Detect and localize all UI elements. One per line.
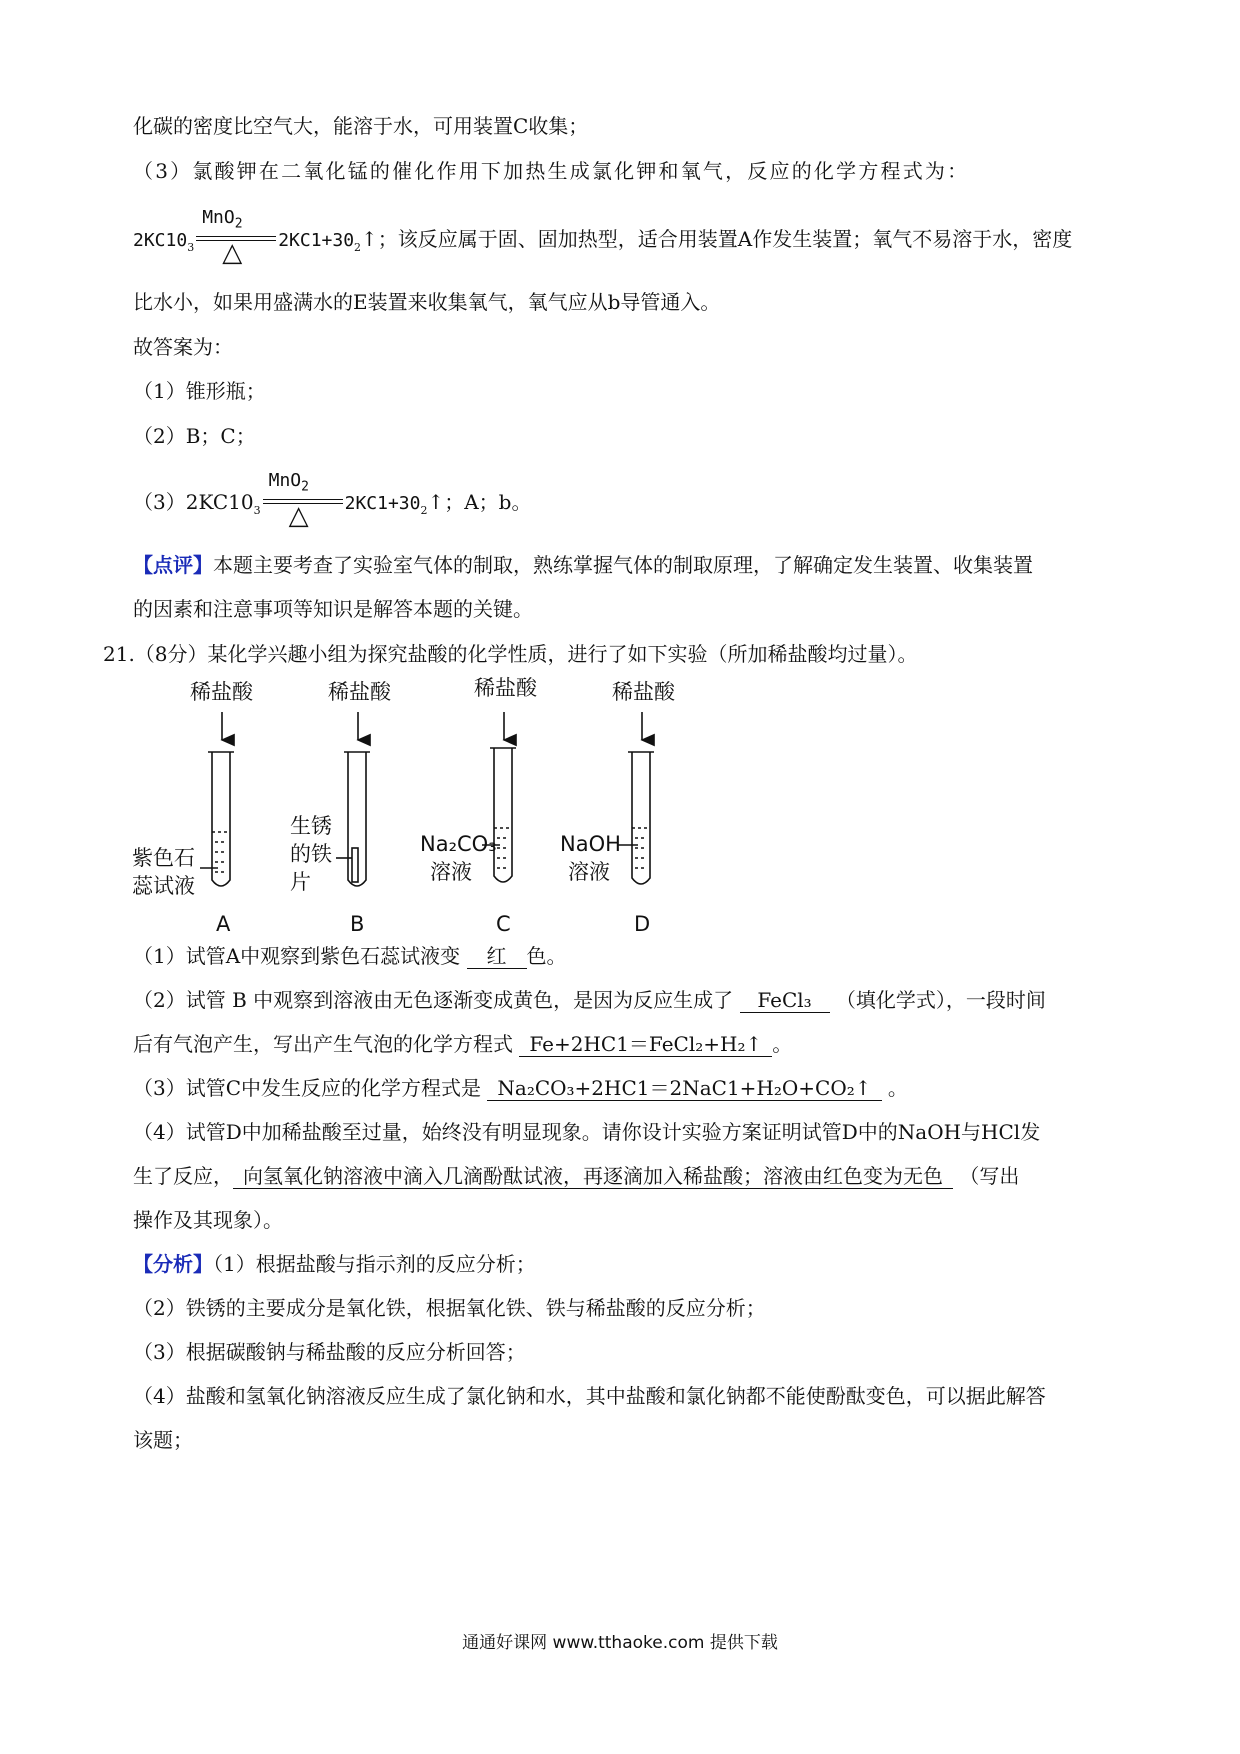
answer-1: （1）锥形瓶； <box>133 379 266 403</box>
tube-letter-b: B <box>350 912 365 936</box>
comment-line: 【点评】本题主要考查了实验室气体的制取，熟练掌握气体的制取原理，了解确定发生装置、收集装置 <box>133 553 1033 577</box>
analysis-line: （2）铁锈的主要成分是氧化铁，根据氧化铁、铁与稀盐酸的反应分析； <box>133 1296 766 1320</box>
answer-3: $(3)2KC10_3$ MnO$_2$ △ $2KC1+30_2↑$；A；b。 <box>133 469 532 531</box>
question-3: （3）试管C中发生反应的化学方程式是 Na₂CO₃+2HC1＝2NaC1+H₂O+CO₂↑ 。 <box>133 1076 908 1100</box>
reaction-condition: MnO$_2$ △ <box>196 226 276 256</box>
analysis-tag: 【分析】 <box>133 1252 213 1276</box>
tube-c-label: Na₂CO₃ <box>420 832 497 856</box>
text-line: （3）氯酸钾在二氧化锰的催化作用下加热生成氯化钾和氧气，反应的化学方程式为： <box>133 159 970 183</box>
answer-blank: 向氢氧化钠溶液中滴入几滴酚酞试液，再逐滴加入稀盐酸；溶液由红色变为无色 <box>233 1164 953 1189</box>
question-1: （1）试管A中观察到紫色石蕊试液变 红 色。 <box>133 944 567 968</box>
question-4-cont: 生了反应， 向氢氧化钠溶液中滴入几滴酚酞试液，再逐滴加入稀盐酸；溶液由红色变为无色 （写出 <box>133 1164 1020 1188</box>
answer-blank: FeCl₃ <box>740 988 830 1013</box>
text-line: 比水小，如果用盛满水的E装置来收集氧气，氧气应从b导管通入。 <box>133 290 721 314</box>
tube-d-label: 溶液 <box>568 860 610 884</box>
tube-a <box>200 712 234 886</box>
question-4: （4）试管D中加稀盐酸至过量，始终没有明显现象。请你设计实验方案证明试管D中的NaOH与HCl发 <box>133 1120 1041 1144</box>
analysis-line: （4）盐酸和氢氧化钠溶液反应生成了氯化钠和水，其中盐酸和氯化钠都不能使酚酞变色，可以据此解答 <box>133 1384 1046 1408</box>
question-2: （2）试管 B 中观察到溶液由无色逐渐变成黄色，是因为反应生成了 FeCl₃ （填化学式），一段时间 <box>133 988 1046 1012</box>
tube-a-label: 蕊试液 <box>132 874 195 898</box>
tube-letter-c: C <box>496 912 511 936</box>
text-line: 化碳的密度比空气大，能溶于水，可用装置C收集； <box>133 114 589 138</box>
tube-b <box>336 712 370 886</box>
analysis-line: 【分析】（1）根据盐酸与指示剂的反应分析； <box>133 1252 536 1276</box>
tube-d-label: NaOH <box>560 832 621 856</box>
question-2-cont: 后有气泡产生，写出产生气泡的化学方程式 Fe+2HC1＝FeCl₂+H₂↑ 。 <box>133 1032 793 1056</box>
equation-line: $2KC10_3$ MnO$_2$ △ $2KC1+30_2↑$；该反应属于固、固加热型，适合用装置A作发生装置；氧气不易溶于水，密度 <box>133 206 1073 268</box>
answer-blank: Na₂CO₃+2HC1＝2NaC1+H₂O+CO₂↑ <box>487 1076 881 1101</box>
tube-b-label: 的铁 <box>290 842 332 866</box>
analysis-line: （3）根据碳酸钠与稀盐酸的反应分析回答； <box>133 1340 526 1364</box>
page-footer: 通通好课网 www.tthaoke.com 提供下载 <box>462 1633 778 1653</box>
tube-c-label: 溶液 <box>430 860 472 884</box>
acid-label-d: 稀盐酸 <box>612 680 675 704</box>
acid-label-c: 稀盐酸 <box>474 676 537 700</box>
text-line: 操作及其现象）。 <box>133 1208 283 1232</box>
acid-label-a: 稀盐酸 <box>190 680 253 704</box>
comment-tag: 【点评】 <box>133 553 213 577</box>
answer-blank: Fe+2HC1＝FeCl₂+H₂↑ <box>519 1032 772 1057</box>
tube-letter-d: D <box>634 912 651 936</box>
acid-label-b: 稀盐酸 <box>328 680 391 704</box>
tube-b-label: 生锈 <box>290 814 332 838</box>
question-21: 21.（8分）某化学兴趣小组为探究盐酸的化学性质，进行了如下实验（所加稀盐酸均过量）。 <box>103 642 918 666</box>
answer-2: （2）B；C； <box>133 424 256 448</box>
analysis-line: 该题； <box>133 1428 193 1452</box>
reaction-condition: MnO$_2$ △ <box>263 489 343 519</box>
tube-letter-a: A <box>216 912 231 936</box>
tube-b-label: 片 <box>290 870 311 894</box>
tube-d <box>618 712 654 884</box>
text-line: 的因素和注意事项等知识是解答本题的关键。 <box>133 597 533 621</box>
answer-blank: 红 <box>467 944 527 969</box>
text-line: 故答案为： <box>133 335 233 359</box>
tube-a-label: 紫色石 <box>132 846 195 870</box>
